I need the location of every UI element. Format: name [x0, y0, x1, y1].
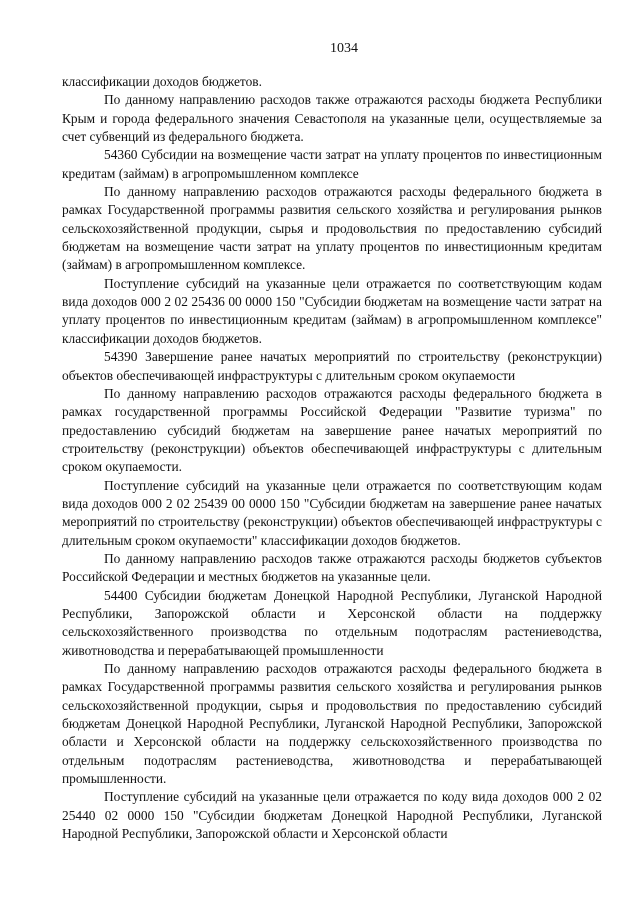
paragraph: По данному направлению расходов также отражаются расходы бюджетов субъектов Российской Федерации и местных бюджетов на указанные цели.: [62, 550, 602, 585]
paragraph: Поступление субсидий на указанные цели отражается по соответствующим кодам вида доходов 000 2 02 25439 00 0000 150 "Субсидии бюджетам на завершение ранее начатых мероприятий по строительству (реконструкции) объектов обеспечивающей инфраструктуры с длительным сроком окупаемости" классификации доходов бюджетов.: [62, 477, 602, 548]
paragraph: Поступление субсидий на указанные цели отражается по соответствующим кодам вида доходов 000 2 02 25436 00 0000 150 "Субсидии бюджетам на возмещение части затрат на уплату процентов по инвестиционным кредитам (займам) в агропромышленном комплексе" классификации доходов бюджетов.: [62, 275, 602, 346]
page-number: 1034: [330, 41, 358, 56]
paragraph: По данному направлению расходов отражаются расходы федерального бюджета в рамках Государственной программы развития сельского хозяйства и регулирования рынков сельскохозяйственной продукции, сырья и продовольствия по предоставлению субсидий бюджетам Донецкой Народной Республики, Луганской Народной Республики, Запорожской области и Херсонской области на поддержку сельскохозяйственного производства по отдельным подотраслям растениеводства, животноводства и перерабатывающей промышленности.: [62, 661, 602, 787]
paragraph: Поступление субсидий на указанные цели отражается по коду вида доходов 000 2 02 25440 02 0000 150 "Субсидии бюджетам Донецкой Народной Республики, Луганской Народной Республики, Запорожской области и Херсонской области: [62, 789, 602, 842]
paragraph: классификации доходов бюджетов.: [62, 74, 262, 89]
paragraph: По данному направлению расходов отражаются расходы федерального бюджета в рамках государственной программы Российской Федерации "Развитие туризма" по предоставлению субсидий бюджетам на завершение ранее начатых мероприятий по строительству (реконструкции) объектов обеспечивающей инфраструктуры с длительным сроком окупаемости.: [62, 385, 602, 475]
paragraph: По данному направлению расходов также отражаются расходы бюджета Республики Крым и города федерального значения Севастополя на указанные цели, осуществляемые за счет субвенций из федерального бюджета.: [62, 92, 602, 145]
section-heading-54360: 54360 Субсидии на возмещение части затрат на уплату процентов по инвестиционным кредитам (займам) в агропромышленном комплексе: [62, 147, 602, 181]
section-heading-54390: 54390 Завершение ранее начатых мероприятий по строительству (реконструкции) объектов обеспечивающей инфраструктуры с длительным сроком окупаемости: [62, 349, 602, 383]
section-heading-54400: 54400 Субсидии бюджетам Донецкой Народной Республики, Луганской Народной Республики, Запорожской области и Херсонской области на поддержку сельскохозяйственного производства по отдельным подотраслям растениеводства, животноводства и перерабатывающей промышленности: [62, 587, 602, 658]
document-body: [62, 73, 602, 843]
paragraph: По данному направлению расходов отражаются расходы федерального бюджета в рамках Государственной программы развития сельского хозяйства и регулирования рынков сельскохозяйственной продукции, сырья и продовольствия по предоставлению субсидий бюджетам на возмещение части затрат на уплату процентов по инвестиционным кредитам (займам) в агропромышленном комплексе.: [62, 184, 602, 273]
